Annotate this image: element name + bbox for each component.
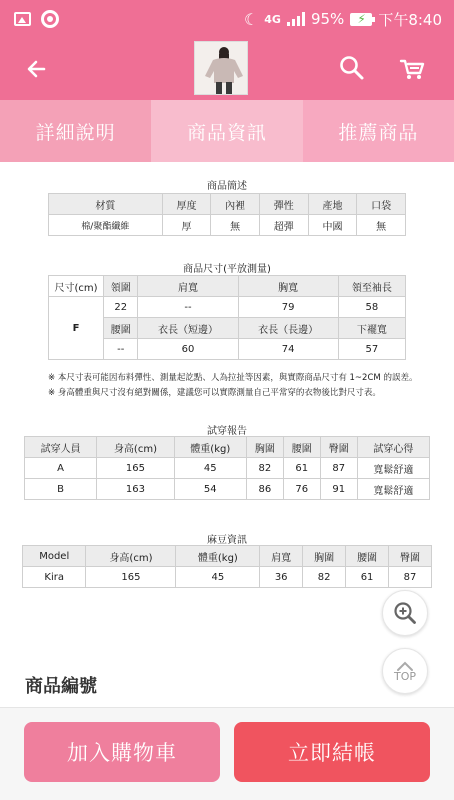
fitting-cell: 87 bbox=[320, 458, 357, 479]
record-notification-icon bbox=[41, 10, 59, 28]
size-value: 60 bbox=[138, 339, 238, 360]
battery-percent: 95% bbox=[310, 10, 345, 28]
fitting-cell: 163 bbox=[97, 479, 175, 500]
summary-value: 無 bbox=[357, 215, 406, 236]
status-time: 下午8:40 bbox=[378, 10, 442, 29]
fitting-header: 體重(kg) bbox=[174, 437, 246, 458]
model-cell: 87 bbox=[389, 567, 432, 588]
fitting-cell: 76 bbox=[283, 479, 320, 500]
model-cell: 82 bbox=[303, 567, 346, 588]
model-table bbox=[22, 545, 432, 588]
summary-value: 棉/聚酯纖維 bbox=[49, 215, 163, 236]
size-header: 下襬寬 bbox=[338, 318, 405, 339]
size-header: 腰圍 bbox=[104, 318, 138, 339]
tab-recommended[interactable]: 推薦商品 bbox=[338, 121, 419, 144]
model-header: 體重(kg) bbox=[176, 546, 260, 567]
table-row bbox=[25, 458, 430, 479]
summary-value-row bbox=[49, 215, 406, 236]
model-header: Model bbox=[23, 546, 86, 567]
fitting-table bbox=[24, 436, 430, 500]
summary-header: 材質 bbox=[49, 194, 163, 215]
size-title: 商品尺寸(平放測量) bbox=[183, 264, 271, 275]
fitting-cell: 165 bbox=[97, 458, 175, 479]
summary-value: 無 bbox=[211, 215, 260, 236]
size-header: 領至袖長 bbox=[338, 276, 405, 297]
model-header: 胸圍 bbox=[303, 546, 346, 567]
fitting-cell: B bbox=[25, 479, 97, 500]
fitting-cell: 寬鬆舒適 bbox=[357, 479, 429, 500]
arrow-left-icon[interactable] bbox=[22, 54, 52, 84]
summary-value: 超彈 bbox=[259, 215, 308, 236]
fitting-header: 身高(cm) bbox=[97, 437, 175, 458]
size-value: -- bbox=[138, 297, 238, 318]
size-note-1: ※ 本尺寸表可能因布料彈性、測量起訖點、人為拉扯等因素，與實際商品尺寸有 1~2CM 的誤差。 bbox=[48, 373, 418, 383]
size-label: F bbox=[49, 297, 104, 360]
size-value: 58 bbox=[338, 297, 405, 318]
size-header: 肩寬 bbox=[138, 276, 238, 297]
size-value: -- bbox=[104, 339, 138, 360]
scroll-top-button[interactable] bbox=[382, 648, 428, 694]
size-unit-label: 尺寸(cm) bbox=[49, 276, 104, 297]
model-cell: 165 bbox=[86, 567, 176, 588]
cart-icon[interactable] bbox=[398, 54, 426, 82]
fitting-cell: 86 bbox=[246, 479, 283, 500]
fitting-cell: 82 bbox=[246, 458, 283, 479]
checkout-button[interactable]: 立即結帳 bbox=[234, 722, 430, 782]
zoom-in-icon bbox=[392, 600, 418, 626]
summary-header: 內裡 bbox=[211, 194, 260, 215]
fitting-header: 胸圍 bbox=[246, 437, 283, 458]
fitting-title: 試穿報告 bbox=[207, 426, 247, 437]
status-bar bbox=[0, 0, 454, 38]
fitting-cell: 61 bbox=[283, 458, 320, 479]
model-cell: 61 bbox=[346, 567, 389, 588]
size-note-2: ※ 身高體重與尺寸沒有絕對關係，建議您可以實際測量自己平常穿的衣物後比對尺寸表。 bbox=[48, 388, 381, 398]
summary-header: 厚度 bbox=[162, 194, 211, 215]
tab-product-info[interactable]: 商品資訊 bbox=[151, 100, 302, 162]
fitting-header: 試穿人員 bbox=[25, 437, 97, 458]
size-header: 領圍 bbox=[104, 276, 138, 297]
tab-bar bbox=[0, 100, 454, 162]
summary-value: 厚 bbox=[162, 215, 211, 236]
fitting-header: 腰圍 bbox=[283, 437, 320, 458]
product-content[interactable] bbox=[0, 162, 454, 707]
size-value: 79 bbox=[238, 297, 338, 318]
table-row bbox=[25, 479, 430, 500]
model-cell: 36 bbox=[260, 567, 303, 588]
size-value: 57 bbox=[338, 339, 405, 360]
model-cell: 45 bbox=[176, 567, 260, 588]
size-header: 胸寬 bbox=[238, 276, 338, 297]
fitting-header: 臀圍 bbox=[320, 437, 357, 458]
gallery-notification-icon bbox=[14, 12, 31, 26]
model-title: 麻豆資訊 bbox=[207, 535, 247, 546]
scroll-top-label: TOP bbox=[393, 669, 416, 683]
signal-icon bbox=[287, 12, 305, 26]
size-value: 74 bbox=[238, 339, 338, 360]
size-header: 衣長（短邊） bbox=[138, 318, 238, 339]
model-cell: Kira bbox=[23, 567, 86, 588]
tab-details[interactable]: 詳細說明 bbox=[0, 100, 151, 162]
fitting-cell: A bbox=[25, 458, 97, 479]
fitting-header: 試穿心得 bbox=[357, 437, 429, 458]
table-row bbox=[23, 567, 432, 588]
app-bar bbox=[0, 38, 454, 100]
model-header: 臀圍 bbox=[389, 546, 432, 567]
bottom-action-bar bbox=[0, 707, 454, 800]
summary-title: 商品簡述 bbox=[207, 181, 247, 192]
fitting-cell: 45 bbox=[174, 458, 246, 479]
zoom-in-button[interactable] bbox=[382, 590, 428, 636]
model-header: 身高(cm) bbox=[86, 546, 176, 567]
model-header: 肩寬 bbox=[260, 546, 303, 567]
size-table bbox=[48, 275, 406, 360]
do-not-disturb-icon: ☾ bbox=[243, 9, 259, 29]
model-header: 腰圍 bbox=[346, 546, 389, 567]
summary-header: 口袋 bbox=[357, 194, 406, 215]
summary-header: 彈性 bbox=[259, 194, 308, 215]
fitting-cell: 91 bbox=[320, 479, 357, 500]
summary-table bbox=[48, 193, 406, 236]
fitting-cell: 54 bbox=[174, 479, 246, 500]
network-type: 4G bbox=[264, 12, 281, 26]
product-thumbnail[interactable] bbox=[194, 41, 248, 95]
search-icon[interactable] bbox=[338, 54, 366, 82]
add-to-cart-button[interactable]: 加入購物車 bbox=[24, 722, 220, 782]
size-value: 22 bbox=[104, 297, 138, 318]
size-header: 衣長（長邊） bbox=[238, 318, 338, 339]
summary-value: 中國 bbox=[308, 215, 357, 236]
summary-header: 產地 bbox=[308, 194, 357, 215]
summary-header-row bbox=[49, 194, 406, 215]
battery-charging-icon: ⚡ bbox=[350, 13, 372, 26]
fitting-cell: 寬鬆舒適 bbox=[357, 458, 429, 479]
product-number-heading: 商品編號 bbox=[25, 676, 97, 697]
